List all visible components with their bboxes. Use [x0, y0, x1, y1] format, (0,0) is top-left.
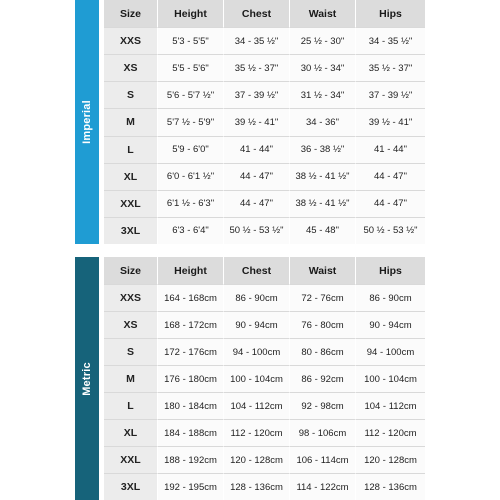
- waist-cell: 106 - 114cm: [290, 446, 356, 473]
- table-row: [104, 392, 425, 419]
- hips-cell: 120 - 128cm: [356, 446, 425, 473]
- height-cell: 5'7 ½ - 5'9": [158, 108, 224, 135]
- chest-cell: 34 - 35 ½": [224, 27, 290, 54]
- table-row: [104, 446, 425, 473]
- table-row: [104, 473, 425, 500]
- height-cell: 184 - 188cm: [158, 419, 224, 446]
- height-cell: 5'3 - 5'5": [158, 27, 224, 54]
- height-cell: 192 - 195cm: [158, 473, 224, 500]
- hips-cell: 44 - 47": [356, 163, 425, 190]
- header-row: [104, 257, 425, 284]
- size-cell: S: [104, 81, 158, 108]
- waist-cell: 25 ½ - 30": [290, 27, 356, 54]
- imperial-size-chart: [75, 0, 425, 244]
- hips-cell: 44 - 47": [356, 190, 425, 217]
- header-cell-size: Size: [104, 0, 158, 27]
- waist-cell: 80 - 86cm: [290, 338, 356, 365]
- hips-cell: 90 - 94cm: [356, 311, 425, 338]
- chest-cell: 35 ½ - 37": [224, 54, 290, 81]
- chest-cell: 90 - 94cm: [224, 311, 290, 338]
- imperial-table: [104, 0, 425, 244]
- header-cell-hips: Hips: [356, 0, 425, 27]
- table-row: [104, 81, 425, 108]
- height-cell: 6'1 ½ - 6'3": [158, 190, 224, 217]
- table-row: [104, 54, 425, 81]
- imperial-side-tab: [75, 0, 99, 244]
- waist-cell: 114 - 122cm: [290, 473, 356, 500]
- header-cell-hips: Hips: [356, 257, 425, 284]
- height-cell: 188 - 192cm: [158, 446, 224, 473]
- waist-cell: 45 - 48": [290, 217, 356, 244]
- chest-cell: 50 ½ - 53 ½": [224, 217, 290, 244]
- height-cell: 5'5 - 5'6": [158, 54, 224, 81]
- hips-cell: 104 - 112cm: [356, 392, 425, 419]
- metric-label: Metric: [81, 361, 94, 396]
- chest-cell: 128 - 136cm: [224, 473, 290, 500]
- hips-cell: 94 - 100cm: [356, 338, 425, 365]
- height-cell: 172 - 176cm: [158, 338, 224, 365]
- waist-cell: 38 ½ - 41 ½": [290, 190, 356, 217]
- hips-cell: 35 ½ - 37": [356, 54, 425, 81]
- height-cell: 6'3 - 6'4": [158, 217, 224, 244]
- chest-cell: 104 - 112cm: [224, 392, 290, 419]
- chest-cell: 100 - 104cm: [224, 365, 290, 392]
- size-cell: XXS: [104, 284, 158, 311]
- chest-cell: 112 - 120cm: [224, 419, 290, 446]
- chest-cell: 44 - 47": [224, 163, 290, 190]
- waist-cell: 38 ½ - 41 ½": [290, 163, 356, 190]
- size-cell: XXL: [104, 190, 158, 217]
- waist-cell: 76 - 80cm: [290, 311, 356, 338]
- chest-cell: 41 - 44": [224, 136, 290, 163]
- chest-cell: 120 - 128cm: [224, 446, 290, 473]
- chest-cell: 39 ½ - 41": [224, 108, 290, 135]
- header-cell-size: Size: [104, 257, 158, 284]
- size-cell: XL: [104, 163, 158, 190]
- header-cell-chest: Chest: [224, 257, 290, 284]
- table-row: [104, 27, 425, 54]
- hips-cell: 41 - 44": [356, 136, 425, 163]
- size-cell: 3XL: [104, 473, 158, 500]
- size-cell: 3XL: [104, 217, 158, 244]
- table-row: [104, 284, 425, 311]
- size-cell: XXL: [104, 446, 158, 473]
- size-cell: M: [104, 365, 158, 392]
- hips-cell: 112 - 120cm: [356, 419, 425, 446]
- height-cell: 180 - 184cm: [158, 392, 224, 419]
- header-cell-height: Height: [158, 257, 224, 284]
- waist-cell: 72 - 76cm: [290, 284, 356, 311]
- height-cell: 6'0 - 6'1 ½": [158, 163, 224, 190]
- height-cell: 176 - 180cm: [158, 365, 224, 392]
- size-cell: XXS: [104, 27, 158, 54]
- header-cell-waist: Waist: [290, 0, 356, 27]
- height-cell: 5'9 - 6'0": [158, 136, 224, 163]
- size-cell: XS: [104, 54, 158, 81]
- hips-cell: 34 - 35 ½": [356, 27, 425, 54]
- waist-cell: 30 ½ - 34": [290, 54, 356, 81]
- waist-cell: 36 - 38 ½": [290, 136, 356, 163]
- size-cell: L: [104, 392, 158, 419]
- header-cell-waist: Waist: [290, 257, 356, 284]
- header-row: [104, 0, 425, 27]
- table-row: [104, 365, 425, 392]
- table-row: [104, 311, 425, 338]
- hips-cell: 128 - 136cm: [356, 473, 425, 500]
- height-cell: 164 - 168cm: [158, 284, 224, 311]
- header-cell-height: Height: [158, 0, 224, 27]
- table-row: [104, 108, 425, 135]
- chest-cell: 86 - 90cm: [224, 284, 290, 311]
- table-row: [104, 419, 425, 446]
- size-cell: XL: [104, 419, 158, 446]
- table-row: [104, 190, 425, 217]
- chest-cell: 94 - 100cm: [224, 338, 290, 365]
- metric-side-tab: [75, 257, 99, 500]
- metric-size-chart: [75, 257, 425, 500]
- waist-cell: 34 - 36": [290, 108, 356, 135]
- waist-cell: 98 - 106cm: [290, 419, 356, 446]
- header-cell-chest: Chest: [224, 0, 290, 27]
- waist-cell: 31 ½ - 34": [290, 81, 356, 108]
- size-cell: L: [104, 136, 158, 163]
- chest-cell: 44 - 47": [224, 190, 290, 217]
- hips-cell: 50 ½ - 53 ½": [356, 217, 425, 244]
- waist-cell: 86 - 92cm: [290, 365, 356, 392]
- imperial-label: Imperial: [81, 100, 94, 144]
- metric-table: [104, 257, 425, 500]
- size-cell: XS: [104, 311, 158, 338]
- hips-cell: 37 - 39 ½": [356, 81, 425, 108]
- chest-cell: 37 - 39 ½": [224, 81, 290, 108]
- height-cell: 168 - 172cm: [158, 311, 224, 338]
- height-cell: 5'6 - 5'7 ½": [158, 81, 224, 108]
- size-cell: S: [104, 338, 158, 365]
- waist-cell: 92 - 98cm: [290, 392, 356, 419]
- table-row: [104, 163, 425, 190]
- table-row: [104, 136, 425, 163]
- size-cell: M: [104, 108, 158, 135]
- hips-cell: 100 - 104cm: [356, 365, 425, 392]
- hips-cell: 39 ½ - 41": [356, 108, 425, 135]
- table-row: [104, 217, 425, 244]
- hips-cell: 86 - 90cm: [356, 284, 425, 311]
- table-row: [104, 338, 425, 365]
